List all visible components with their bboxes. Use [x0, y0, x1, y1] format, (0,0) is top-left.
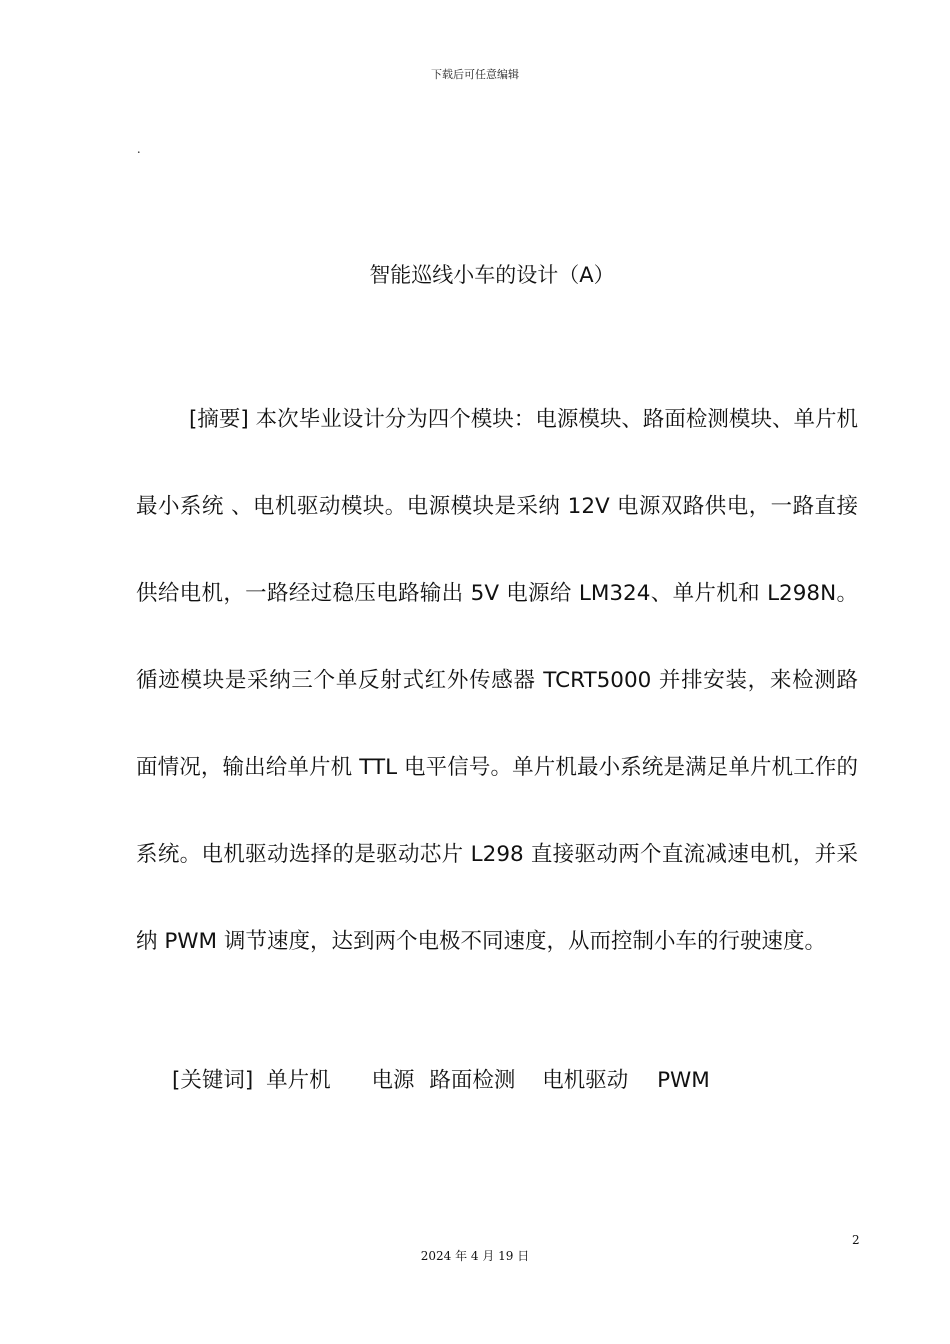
- abstract-label: [摘要]: [189, 407, 249, 432]
- keyword-item: PWM: [657, 1068, 710, 1093]
- keywords-label: [关键词]: [172, 1068, 254, 1093]
- keyword-item: 电源: [371, 1068, 415, 1093]
- page-footer-date: 2024 年 4 月 19 日: [420, 1249, 530, 1263]
- page-header: 下载后可任意编辑: [431, 68, 519, 81]
- document-title: 智能巡线小车的设计（A）: [369, 263, 615, 287]
- keyword-item: 单片机: [266, 1068, 331, 1093]
- keyword-item: 路面检测: [429, 1068, 516, 1093]
- keywords-line: [172, 1063, 710, 1094]
- abstract-body: 本次毕业设计分为四个模块：电源模块、路面检测模块、单片机最小系统 、电机驱动模块。电源模块是采纳 12V 电源双路供电，一路直接供给电机，一路经过稳压电路输出 5V 电源给 LM324、单片机和 L298N。循迹模块是采纳三个单反射式红外传感器 TCRT5000 并排安装，来检测路面情况，输出给单片机 TTL 电平信号。单片机最小系统是满足单片机工作的系统。电机驱动选择的是驱动芯片 L298 直接驱动两个直流减速电机，并采纳 PWM 调节速度，达到两个电极不同速度，从而控制小车的行驶速度。: [136, 407, 858, 954]
- page-number: 2: [852, 1233, 860, 1247]
- abstract-paragraph: [136, 376, 858, 985]
- paragraph-marker: .: [137, 142, 141, 157]
- keyword-item: 电机驱动: [542, 1068, 629, 1093]
